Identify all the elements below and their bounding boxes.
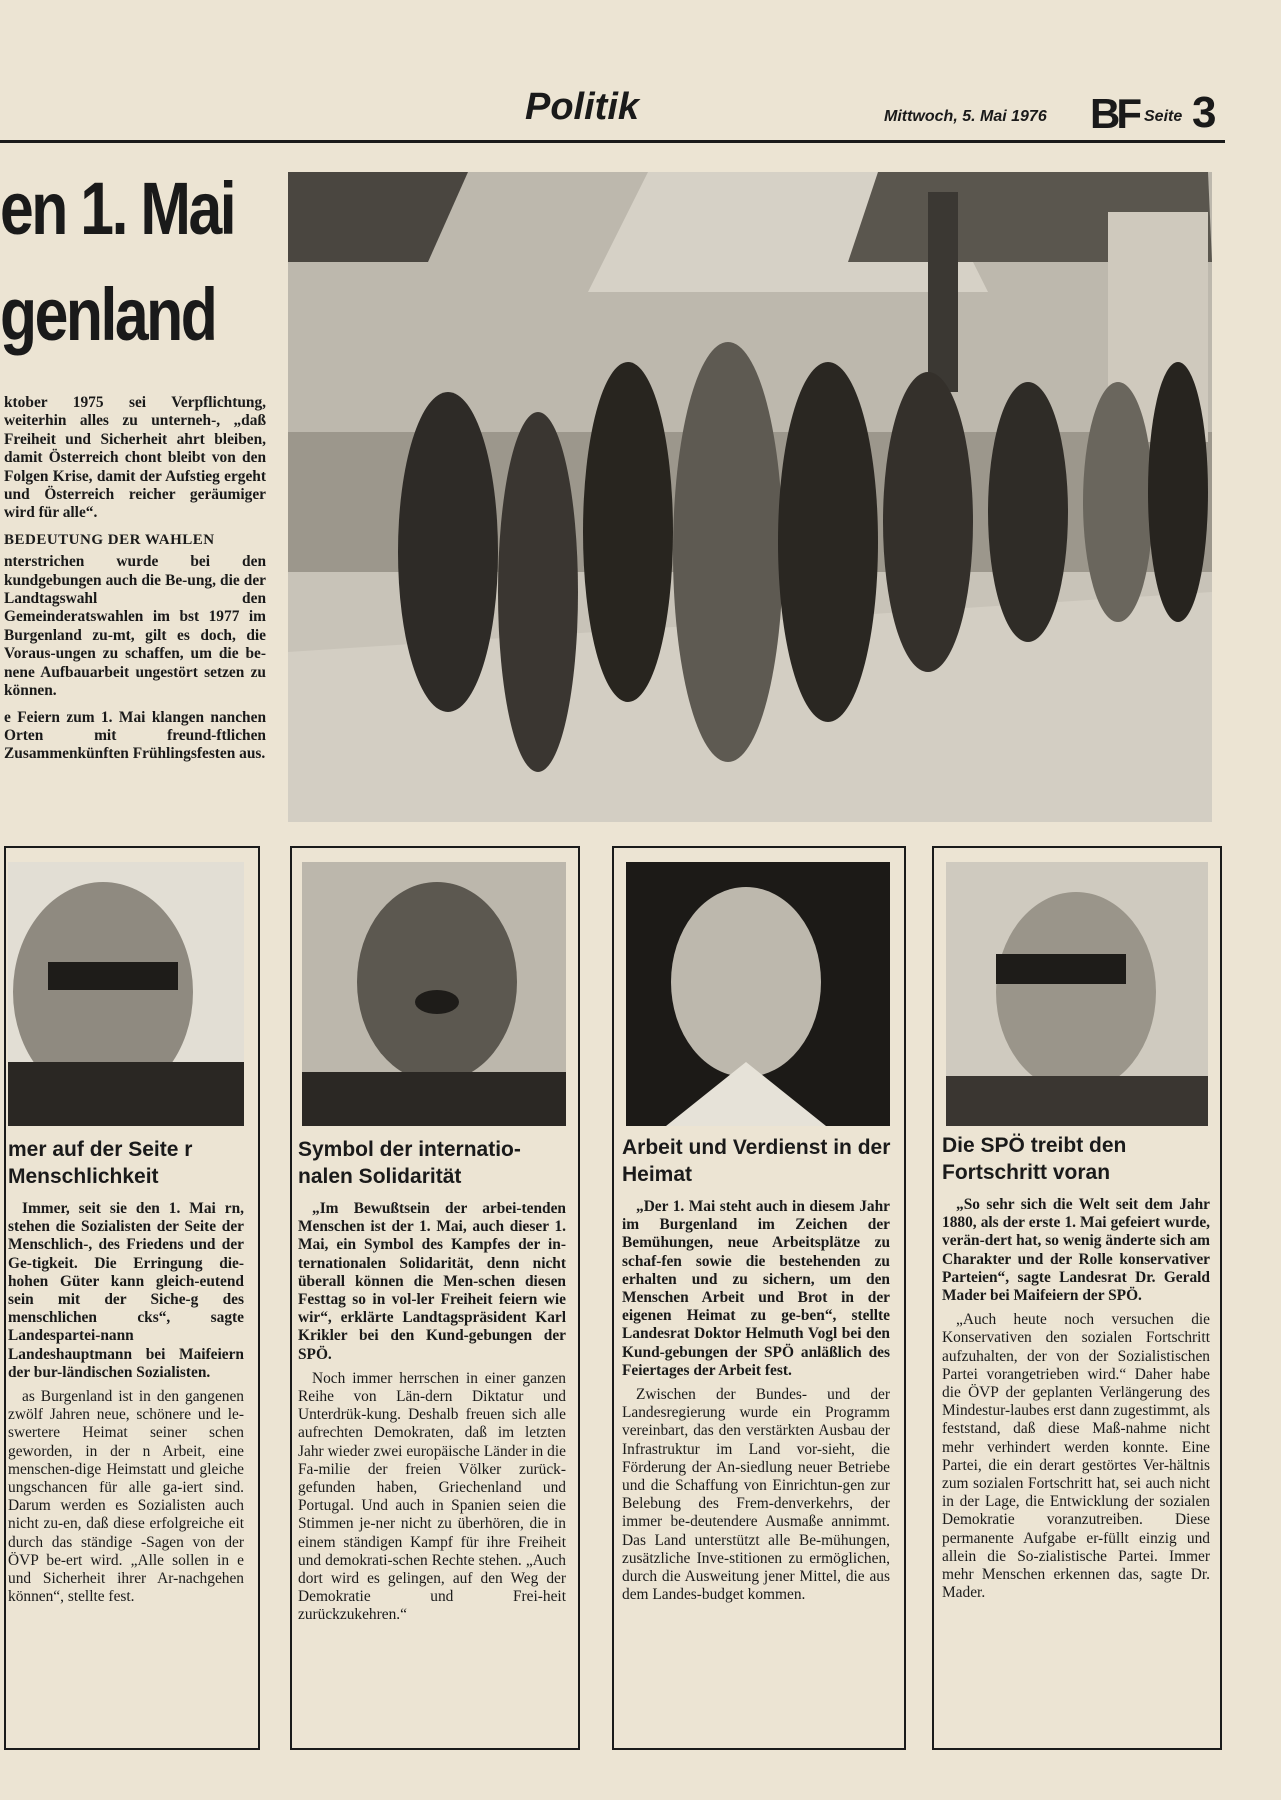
parade-photo: [288, 172, 1212, 822]
portrait-photo-1: [8, 862, 244, 1126]
column-3-paragraph-2: Zwischen der Bundes- und der Landesregierung wurde ein Programm vereinbart, das den verstärkten Ausbau der Infrastruktur im Land vor-sieht, die Förderung der An-siedlung neuer Betriebe und die Schaffung von Einrichtun-gen zur Belebung des Frem-denverkehrs, der immer be-deutendere Ausmaße annimmt. Das Land unterstützt alle Be-mühungen, zusätzliche Inve-stitionen zu ermöglichen, durch die Ausweitung jener Mittel, die aus dem Landes-budget kommen.: [622, 1386, 890, 1604]
masthead-rule: [0, 140, 1225, 143]
portrait-photo-3: [626, 862, 890, 1126]
section-title: Politik: [525, 86, 640, 128]
headline-line-2: genland: [0, 273, 216, 356]
column-2-paragraph-2: Noch immer herrschen in einer ganzen Reihe von Län-dern Diktatur und Unterdrük-kung. Deshalb freuen sich alle aufrechten Demokraten, daß im letzten Jahr wieder zwei europäische Länder in die Fa-milie der freien Völker zurück-gefunden haben, Griechenland und Portugal. Und auch in Spanien seien die Stimmen je-ner nicht zu überhören, die in einem ständigen Kampf für ihre Freiheit und demokrati-schen Rechte stehen. „Auch dort wird es gelingen, auf den Weg der Demokratie und Frei-heit zurückzukehren.“: [298, 1369, 566, 1624]
column-4-title: Die SPÖ treibt den Fortschritt voran: [942, 1134, 1127, 1184]
column-3-body: [622, 1198, 890, 1610]
column-3-title: Arbeit und Verdienst in der Heimat: [622, 1136, 891, 1186]
lead-paragraph-2: nterstrichen wurde bei den kundgebungen auch die Be-ung, die der Landtagswahl den Gemeinderatswahlen im bst 1977 im Burgenland zu-mt, gilt es doch, die Voraus-ungen zu schaffen, um die be-nene Aufbauarbeit ungestört setzen zu können.: [4, 553, 266, 700]
column-4-paragraph-1: „So sehr sich die Welt seit dem Jahr 1880, als der erste 1. Mai gefeiert wurde, verän-dert hat, so wenig änderte sich am Charakter und der Rolle konservativer Parteien“, sagte Landesrat Dr. Gerald Mader bei Maifeiern der SPÖ.: [942, 1196, 1210, 1305]
column-2-body: [298, 1200, 566, 1631]
newspaper-logo: BF: [1090, 90, 1138, 137]
column-1-body: [8, 1200, 244, 1612]
column-1-paragraph-1: Immer, seit sie den 1. Mai rn, stehen die Sozialisten der Seite der Menschlich-, des Friedens und der Ge-tigkeit. Die Erringung die-hohen Güter kann gleich-eutend sein mit der Siche-g des menschlichen cks“, sagte Landespartei-nann Landeshauptmann bei Maifeiern der bur-ländischen Sozialisten.: [8, 1200, 244, 1381]
lead-paragraph-1: ktober 1975 sei Verpflichtung, weiterhin alles zu unterneh-, „daß Freiheit und Sicherheit ahrt bleiben, damit Österreich chont bleibt von den Folgen Krise, damit der Aufstieg ergeht und Österreich reicher geräumiger wird für alle“.: [4, 394, 266, 522]
portrait-photo-2: [302, 862, 566, 1126]
lead-subhead: BEDEUTUNG DER WAHLEN: [4, 531, 215, 548]
page-number: 3: [1192, 88, 1217, 137]
lead-article: [4, 394, 266, 772]
column-1-title: mer auf der Seite r Menschlichkeit: [8, 1138, 193, 1188]
headline-line-1: en 1. Mai: [0, 167, 235, 250]
column-4-paragraph-2: „Auch heute noch versuchen die Konservativen den sozialen Fortschritt aufzuhalten, der von der Sozialistischen Partei vorangetrieben wird.“ Daher habe die ÖVP der geplanten Verlängerung des Mindestur-laubes erst dann zugestimmt, als feststand, daß diese Maß-nahme nicht mehr verhindert werden konnte. Eine Partei, die ein derart gestörtes Ver-hältnis zum sozialen Fortschritt hat, sei auch nicht in der Lage, die Entwicklung der sozialen Demokratie voranzutreiben. Diese permanente Aufgabe er-füllt einzig und allein die So-zialistische Partei. Immer mehr Menschen erkennen das, sagte Dr. Mader.: [942, 1311, 1210, 1602]
page-label: Seite: [1144, 108, 1183, 125]
lead-paragraph-3: e Feiern zum 1. Mai klangen nanchen Orten mit freund-ftlichen Zusammenkünften Frühlingsfesten aus.: [4, 708, 266, 763]
issue-date: Mittwoch, 5. Mai 1976: [884, 108, 1047, 125]
column-3-paragraph-1: „Der 1. Mai steht auch in diesem Jahr im Burgenland im Zeichen der Bemühungen, neue Arbeitsplätze zu schaf-fen sowie die bestehenden zu erhalten und zu sichern, um den Menschen Arbeit und Brot in der eigenen Heimat zu ge-ben“, stellte Landesrat Doktor Helmuth Vogl bei den Kund-gebungen der SPÖ anläßlich des Feiertages der Arbeit fest.: [622, 1198, 890, 1379]
column-2-title: Symbol der internatio-nalen Solidarität: [298, 1138, 521, 1188]
column-1-paragraph-2: as Burgenland ist in den gangenen zwölf Jahren neue, schönere und le-swertere Heimat seiner schen geworden, in der n Arbeit, eine menschen-dige Heimstatt und gleiche ungschancen für alle ga-iert sind. Darum werden es Sozialisten auch nicht zu-en, daß diese erfolgreiche eit durch das ständige -Sagen von der ÖVP be-ert wird. „Alle sollen in e und Sicherheit ihrer Ar-nachgehen können“, stellte fest.: [8, 1388, 244, 1606]
column-2-paragraph-1: „Im Bewußtsein der arbei-tenden Menschen ist der 1. Mai, auch dieser 1. Mai, ein Symbol des Kampfes der in-ternationalen Solidarität, denn nicht überall können die Men-schen diesen Festtag so in vol-ler Freiheit feiern wie wir“, erklärte Landtagspräsident Karl Krikler bei den Kund-gebungen der SPÖ.: [298, 1200, 566, 1363]
column-4-body: [942, 1196, 1210, 1608]
portrait-photo-4: [946, 862, 1208, 1126]
